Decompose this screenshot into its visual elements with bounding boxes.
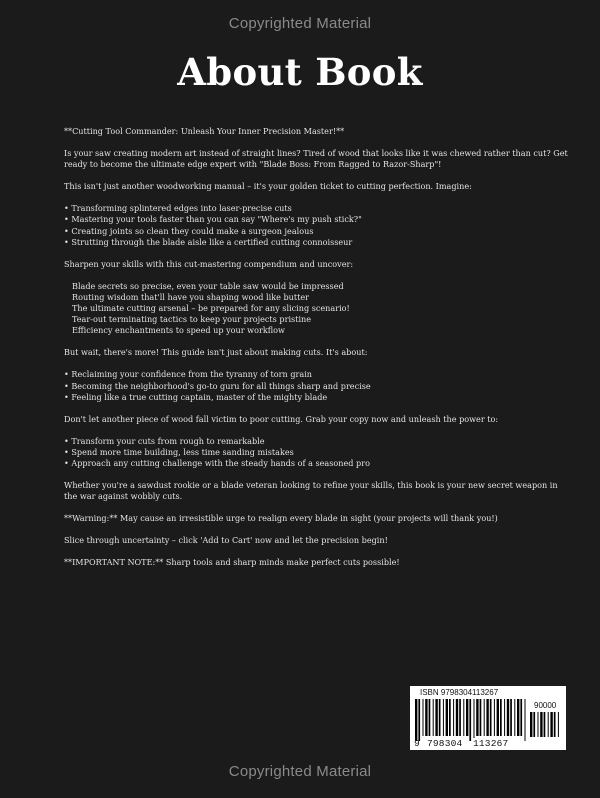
barcode-bar <box>514 699 515 736</box>
barcode-bar <box>480 699 482 736</box>
warning-line: **Warning:** May cause an irresistible urge to realign every blade in sight (your projects will thank you!) <box>64 513 498 524</box>
barcode-bar <box>530 712 532 737</box>
barcode-bar <box>439 699 441 736</box>
barcode-bar <box>486 699 488 736</box>
barcode-bars <box>415 699 530 741</box>
intro-question: Is your saw creating modern art instead of straight lines? Tired of wood that looks like it was chewed rather than cut? Get ready to become the ultimate edge expert with "Blade Boss: From Ragged to Razor-Sharp"! <box>64 148 568 170</box>
isbn-label: ISBN 9798304113267 <box>420 688 499 697</box>
list-item: • Transforming splintered edges into laser-precise cuts <box>64 203 568 214</box>
barcode-bar <box>540 712 542 737</box>
list-item: • Transform your cuts from rough to remarkable <box>64 436 568 447</box>
barcode-bar <box>443 699 444 736</box>
price-barcode-bars <box>530 712 562 742</box>
barcode-bar <box>500 699 502 736</box>
barcode-bar <box>418 699 420 741</box>
barcode-bar <box>463 699 464 736</box>
imagine-list <box>64 203 568 247</box>
intro-heading: **Cutting Tool Commander: Unleash Your Inner Precision Master!** <box>64 126 345 136</box>
barcode-bar <box>446 699 448 736</box>
dont-let-line: Don't let another piece of wood fall victim to poor cutting. Grab your copy now and unleash the power to: <box>64 413 499 424</box>
barcode-digit-lead: 9 <box>414 738 420 749</box>
whether-line: Whether you're a sawdust rookie or a blade veteran looking to refine your skills, this book is your new secret weapon in the war against wobbly cuts. <box>64 480 558 502</box>
sharpen-line: Sharpen your skills with this cut-mastering compendium and uncover: <box>64 258 354 269</box>
copyright-watermark-top: Copyrighted Material <box>228 15 372 32</box>
barcode-bar <box>459 699 461 736</box>
barcode-bar <box>554 712 556 737</box>
barcode-bar <box>548 712 549 737</box>
price-code: 90000 <box>534 701 557 710</box>
list-item: • Mastering your tools faster than you can say "Where's my push stick?" <box>64 214 568 225</box>
uncover-list <box>64 281 568 336</box>
barcode-bar <box>533 712 535 737</box>
list-item: The ultimate cutting arsenal – be prepared for any slicing scenario! <box>72 303 350 314</box>
barcode-bar <box>538 712 539 737</box>
barcode-bar <box>510 699 512 736</box>
barcode-digits-group1: 798304 <box>427 738 463 749</box>
list-item: • Creating joints so clean they could make a surgeon jealous <box>64 226 568 237</box>
barcode-bar <box>429 699 431 736</box>
barcode-bar <box>435 699 437 736</box>
about-list <box>64 369 568 402</box>
page-title: About Book <box>177 50 423 94</box>
list-item: • Spend more time building, less time sanding mistakes <box>64 447 568 458</box>
barcode-bar <box>476 699 478 736</box>
barcode-bar <box>453 699 454 736</box>
barcode-bar <box>504 699 505 736</box>
barcode-bar <box>423 699 424 736</box>
barcode-bar <box>474 699 475 741</box>
ticket-line: This isn't just another woodworking manual – it's your golden ticket to cutting perfection. Imagine: <box>64 181 472 192</box>
list-item: • Strutting through the blade aisle like a certified cutting connoisseur <box>64 237 568 248</box>
copyright-watermark-bottom: Copyrighted Material <box>228 763 372 780</box>
barcode-bar <box>544 712 546 737</box>
barcode-bar <box>550 712 552 737</box>
power-list <box>64 436 568 469</box>
list-item: • Feeling like a true cutting captain, master of the mighty blade <box>64 392 568 403</box>
more-line: But wait, there's more! This guide isn't just about making cuts. It's about: <box>64 347 368 358</box>
barcode-bar <box>490 699 492 736</box>
list-item: • Becoming the neighborhood's go-to guru for all things sharp and precise <box>64 381 568 392</box>
barcode-bar <box>484 699 485 736</box>
important-line: **IMPORTANT NOTE:** Sharp tools and sharp minds make perfect cuts possible! <box>64 557 400 568</box>
barcode-bar <box>466 699 468 736</box>
barcode-bar <box>425 699 427 736</box>
barcode-bar <box>558 712 559 737</box>
barcode-bar <box>494 699 495 736</box>
barcode-bar <box>433 699 434 736</box>
barcode-digits-group2: 113267 <box>473 738 509 749</box>
barcode-bar <box>449 699 451 736</box>
barcode-bar <box>520 699 522 736</box>
list-item: Efficiency enchantments to speed up your workflow <box>72 325 285 336</box>
list-item: • Approach any cutting challenge with the steady hands of a seasoned pro <box>64 458 568 469</box>
list-item: • Reclaiming your confidence from the tyranny of torn grain <box>64 369 568 380</box>
barcode-bar <box>517 699 519 736</box>
slice-line: Slice through uncertainty – click 'Add to Cart' now and let the precision begin! <box>64 535 388 546</box>
list-item: Routing wisdom that'll have you shaping wood like butter <box>72 291 310 302</box>
list-item: Tear-out terminating tactics to keep your projects pristine <box>72 314 312 325</box>
barcode-bar <box>415 699 417 741</box>
barcode-bar <box>469 699 471 741</box>
barcode-bar <box>456 699 458 736</box>
barcode-bar <box>507 699 509 736</box>
book-description <box>64 126 568 580</box>
barcode-bar <box>525 699 526 741</box>
barcode-bar <box>497 699 499 736</box>
isbn-barcode <box>410 686 566 750</box>
list-item: Blade secrets so precise, even your table saw would be impressed <box>72 280 344 291</box>
